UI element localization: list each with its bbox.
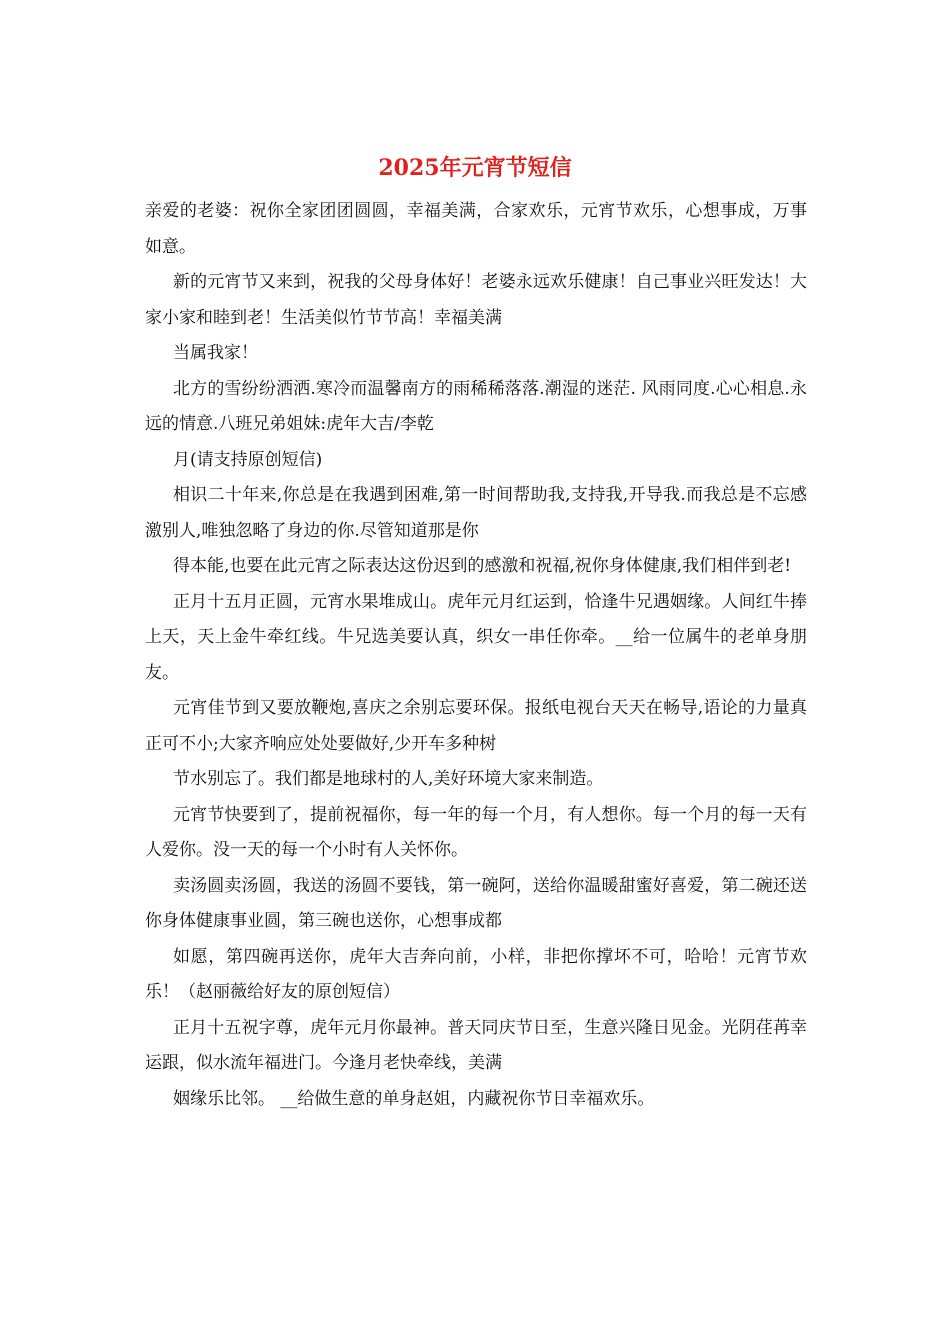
paragraph-6: 相识二十年来,你总是在我遇到困难,第一时间帮助我,支持我,开导我.而我总是不忘感激别人,唯独忽略了身边的你.尽管知道那是你 [145,485,807,541]
paragraph-8: 正月十五月正圆，元宵水果堆成山。虎年元月红运到，恰逢牛兄遇姻缘。人间红牛捧上天，天上金牛牵红线。牛兄选美要认真，织女一串任你牵。__给一位属牛的老单身朋友。 [145,591,807,683]
paragraph-10: 节水别忘了。我们都是地球村的人,美好环境大家来制造。 [173,769,604,789]
paragraph-1: 亲爱的老婆：祝你全家团团圆圆，幸福美满，合家欢乐，元宵节欢乐，心想事成，万事如意。 [145,201,807,257]
document-body [145,194,807,1117]
paragraph-7: 得本能,也要在此元宵之际表达这份迟到的感激和祝福,祝你身体健康,我们相伴到老! [173,556,792,576]
paragraph-15: 姻缘乐比邻。 __给做生意的单身赵姐，内藏祝你节日幸福欢乐。 [173,1088,655,1109]
document-title: 2025年元宵节短信 [378,155,572,181]
paragraph-4: 北方的雪纷纷洒洒.寒冷而温馨南方的雨稀稀落落.潮湿的迷茫. 风雨同度.心心相息.永远的情意.八班兄弟姐妹:虎年大吉/李乾 [145,378,807,434]
paragraph-14: 正月十五祝字尊，虎年元月你最神。普天同庆节日至，生意兴隆日见金。光阴荏苒幸运跟，似水流年福进门。今逢月老快牵线，美满 [145,1017,807,1073]
paragraph-3: 当属我家！ [173,343,258,363]
paragraph-11: 元宵节快要到了，提前祝福你，每一年的每一个月，有人想你。每一个月的每一天有人爱你。没一天的每一个小时有人关怀你。 [145,804,807,860]
paragraph-9: 元宵佳节到又要放鞭炮,喜庆之余别忘要环保。报纸电视台天天在畅导,语论的力量真正可不小;大家齐响应处处要做好,少开车多种树 [145,698,807,754]
paragraph-5: 月(请支持原创短信) [173,449,323,470]
paragraph-13: 如愿，第四碗再送你，虎年大吉奔向前，小样，非把你撑坏不可，哈哈！元宵节欢乐！（赵丽薇给好友的原创短信） [145,946,807,1002]
paragraph-2: 新的元宵节又来到，祝我的父母身体好！老婆永远欢乐健康！自己事业兴旺发达！大家小家和睦到老！生活美似竹节节高！幸福美满 [145,272,807,328]
paragraph-12: 卖汤圆卖汤圆，我送的汤圆不要钱，第一碗阿，送给你温暖甜蜜好喜爱，第二碗还送你身体健康事业圆，第三碗也送你，心想事成都 [145,875,807,931]
